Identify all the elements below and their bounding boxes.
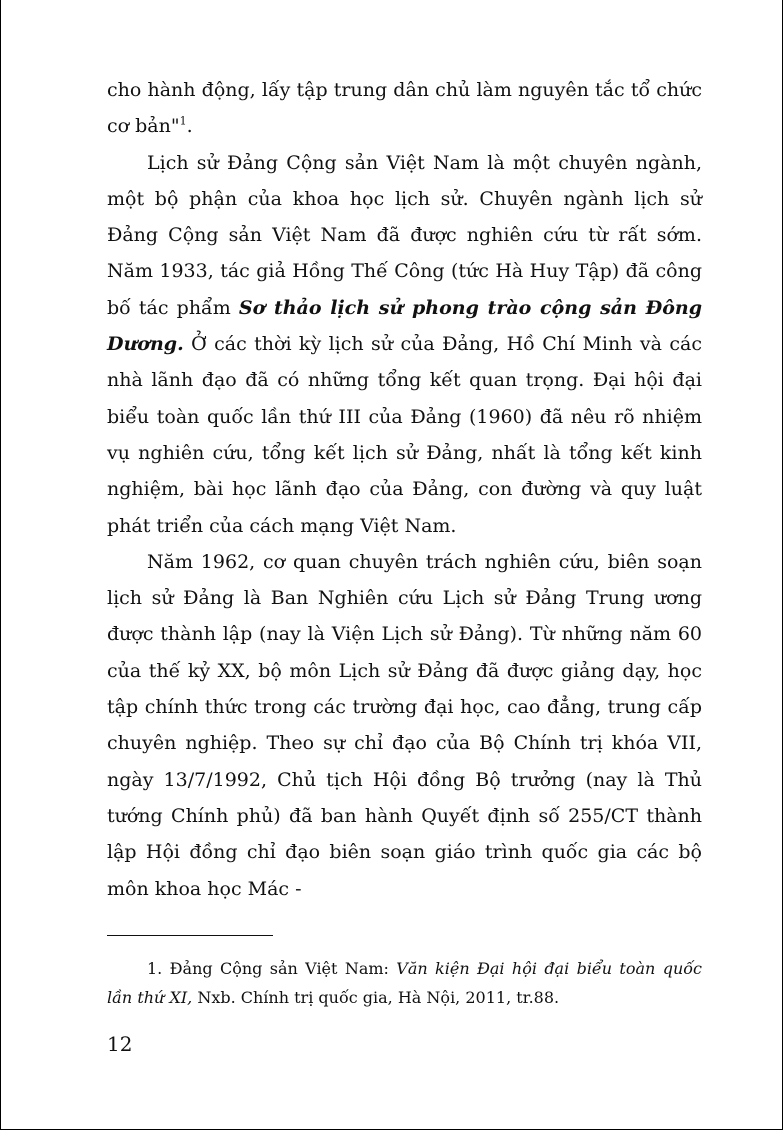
paragraph-3 [107, 544, 702, 907]
footnote-end: Nxb. Chính trị quốc gia, Hà Nội, 2011, tr.88. [192, 988, 560, 1007]
paragraph-2-text: Lịch sử Đảng Cộng sản Việt Nam là một chuyên ngành, một bộ phận của khoa học lịch sử. Chuyên ngành lịch sử Đảng Cộng sản Việt Nam đã được nghiên cứu từ rất sớm. Năm 1933, tác giả Hồng Thế Công (tức Hà Huy Tập) đã công bố tác phẩm [107, 151, 702, 319]
paragraph-1-end: . [186, 115, 193, 138]
footnote-rule [107, 935, 273, 936]
paragraph-1-text: cho hành động, lấy tập trung dân chủ làm nguyên tắc tổ chức cơ bản" [107, 79, 702, 138]
footnote [107, 954, 702, 1012]
body-text [107, 72, 702, 907]
paragraph-3-text: Năm 1962, cơ quan chuyên trách nghiên cứu, biên soạn lịch sử Đảng là Ban Nghiên cứu Lịch sử Đảng Trung ương được thành lập (nay là Viện Lịch sử Đảng). Từ những năm 60 của thế kỷ XX, bộ môn Lịch sử Đảng đã được giảng dạy, học tập chính thức trong các trường đại học, cao đẳng, trung cấp chuyên nghiệp. Theo sự chỉ đạo của Bộ Chính trị khóa VII, ngày 13/7/1992, Chủ tịch Hội đồng Bộ trưởng (nay là Thủ tướng Chính phủ) đã ban hành Quyết định số 255/CT thành lập Hội đồng chỉ đạo biên soạn giáo trình quốc gia các bộ môn khoa học Mác - [107, 550, 702, 900]
page-number: 12 [107, 1032, 133, 1056]
paragraph-2-end: Ở các thời kỳ lịch sử của Đảng, Hồ Chí Minh và các nhà lãnh đạo đã có những tổng kết quan trọng. Đại hội đại biểu toàn quốc lần thứ III của Đảng (1960) đã nêu rõ nhiệm vụ nghiên cứu, tổng kết lịch sử Đảng, nhất là tổng kết kinh nghiệm, bài học lãnh đạo của Đảng, con đường và quy luật phát triển của cách mạng Việt Nam. [107, 333, 702, 537]
footnote-ref: 1 [179, 114, 187, 128]
footnote-text: 1. Đảng Cộng sản Việt Nam: [147, 959, 397, 978]
paragraph-2 [107, 145, 702, 544]
paragraph-1 [107, 72, 702, 145]
footnote-title: Văn kiện Đại hội đại biểu toàn quốc lần thứ XI, [107, 959, 702, 1007]
book-title: Sơ thảo lịch sử phong trào cộng sản Đông Dương. [107, 296, 702, 356]
